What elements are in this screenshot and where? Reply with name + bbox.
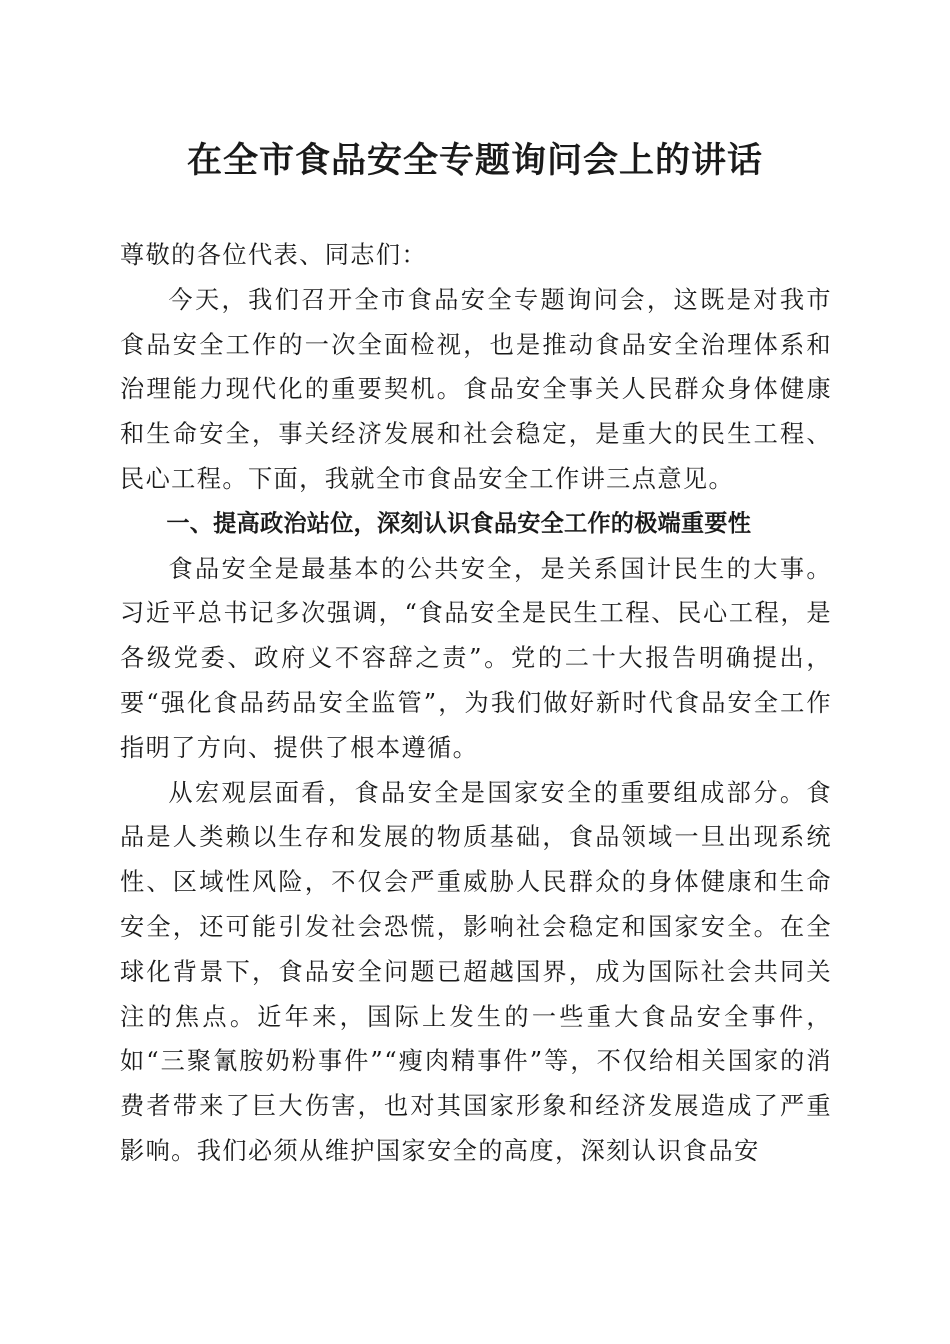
- section-1-paragraph-2: 从宏观层面看，食品安全是国家安全的重要组成部分。食品是人类赖以生存和发展的物质基础，食品领域一旦出现系统性、区域性风险，不仅会严重威胁人民群众的身体健康和生命安全，还可能引发社会恐慌，影响社会稳定和国家安全。在全球化背景下，食品安全问题已超越国界，成为国际社会共同关注的焦点。近年来，国际上发生的一些重大食品安全事件，如“三聚氰胺奶粉事件”“瘦肉精事件”等，不仅给相关国家的消费者带来了巨大伤害，也对其国家形象和经济发展造成了严重影响。我们必须从维护国家安全的高度，深刻认识食品安: [120, 778, 832, 1165]
- section-heading-1: 一、提高政治站位，深刻认识食品安全工作的极端重要性: [166, 509, 752, 537]
- document-body: [120, 233, 832, 1174]
- salutation: 尊敬的各位代表、同志们：: [120, 241, 428, 269]
- section-1-paragraph-1: 食品安全是最基本的公共安全，是关系国计民生的大事。习近平总书记多次强调，“食品安全是民生工程、民心工程，是各级党委、政府义不容辞之责”。党的二十大报告明确提出，要“强化食品药品安全监管”，为我们做好新时代食品安全工作指明了方向、提供了根本遵循。: [120, 554, 832, 762]
- document-title: 在全市食品安全专题询问会上的讲话: [186, 141, 763, 181]
- intro-paragraph: 今天，我们召开全市食品安全专题询问会，这既是对我市食品安全工作的一次全面检视，也是推动食品安全治理体系和治理能力现代化的重要契机。食品安全事关人民群众身体健康和生命安全，事关经济发展和社会稳定，是重大的民生工程、民心工程。下面，我就全市食品安全工作讲三点意见。: [120, 285, 832, 493]
